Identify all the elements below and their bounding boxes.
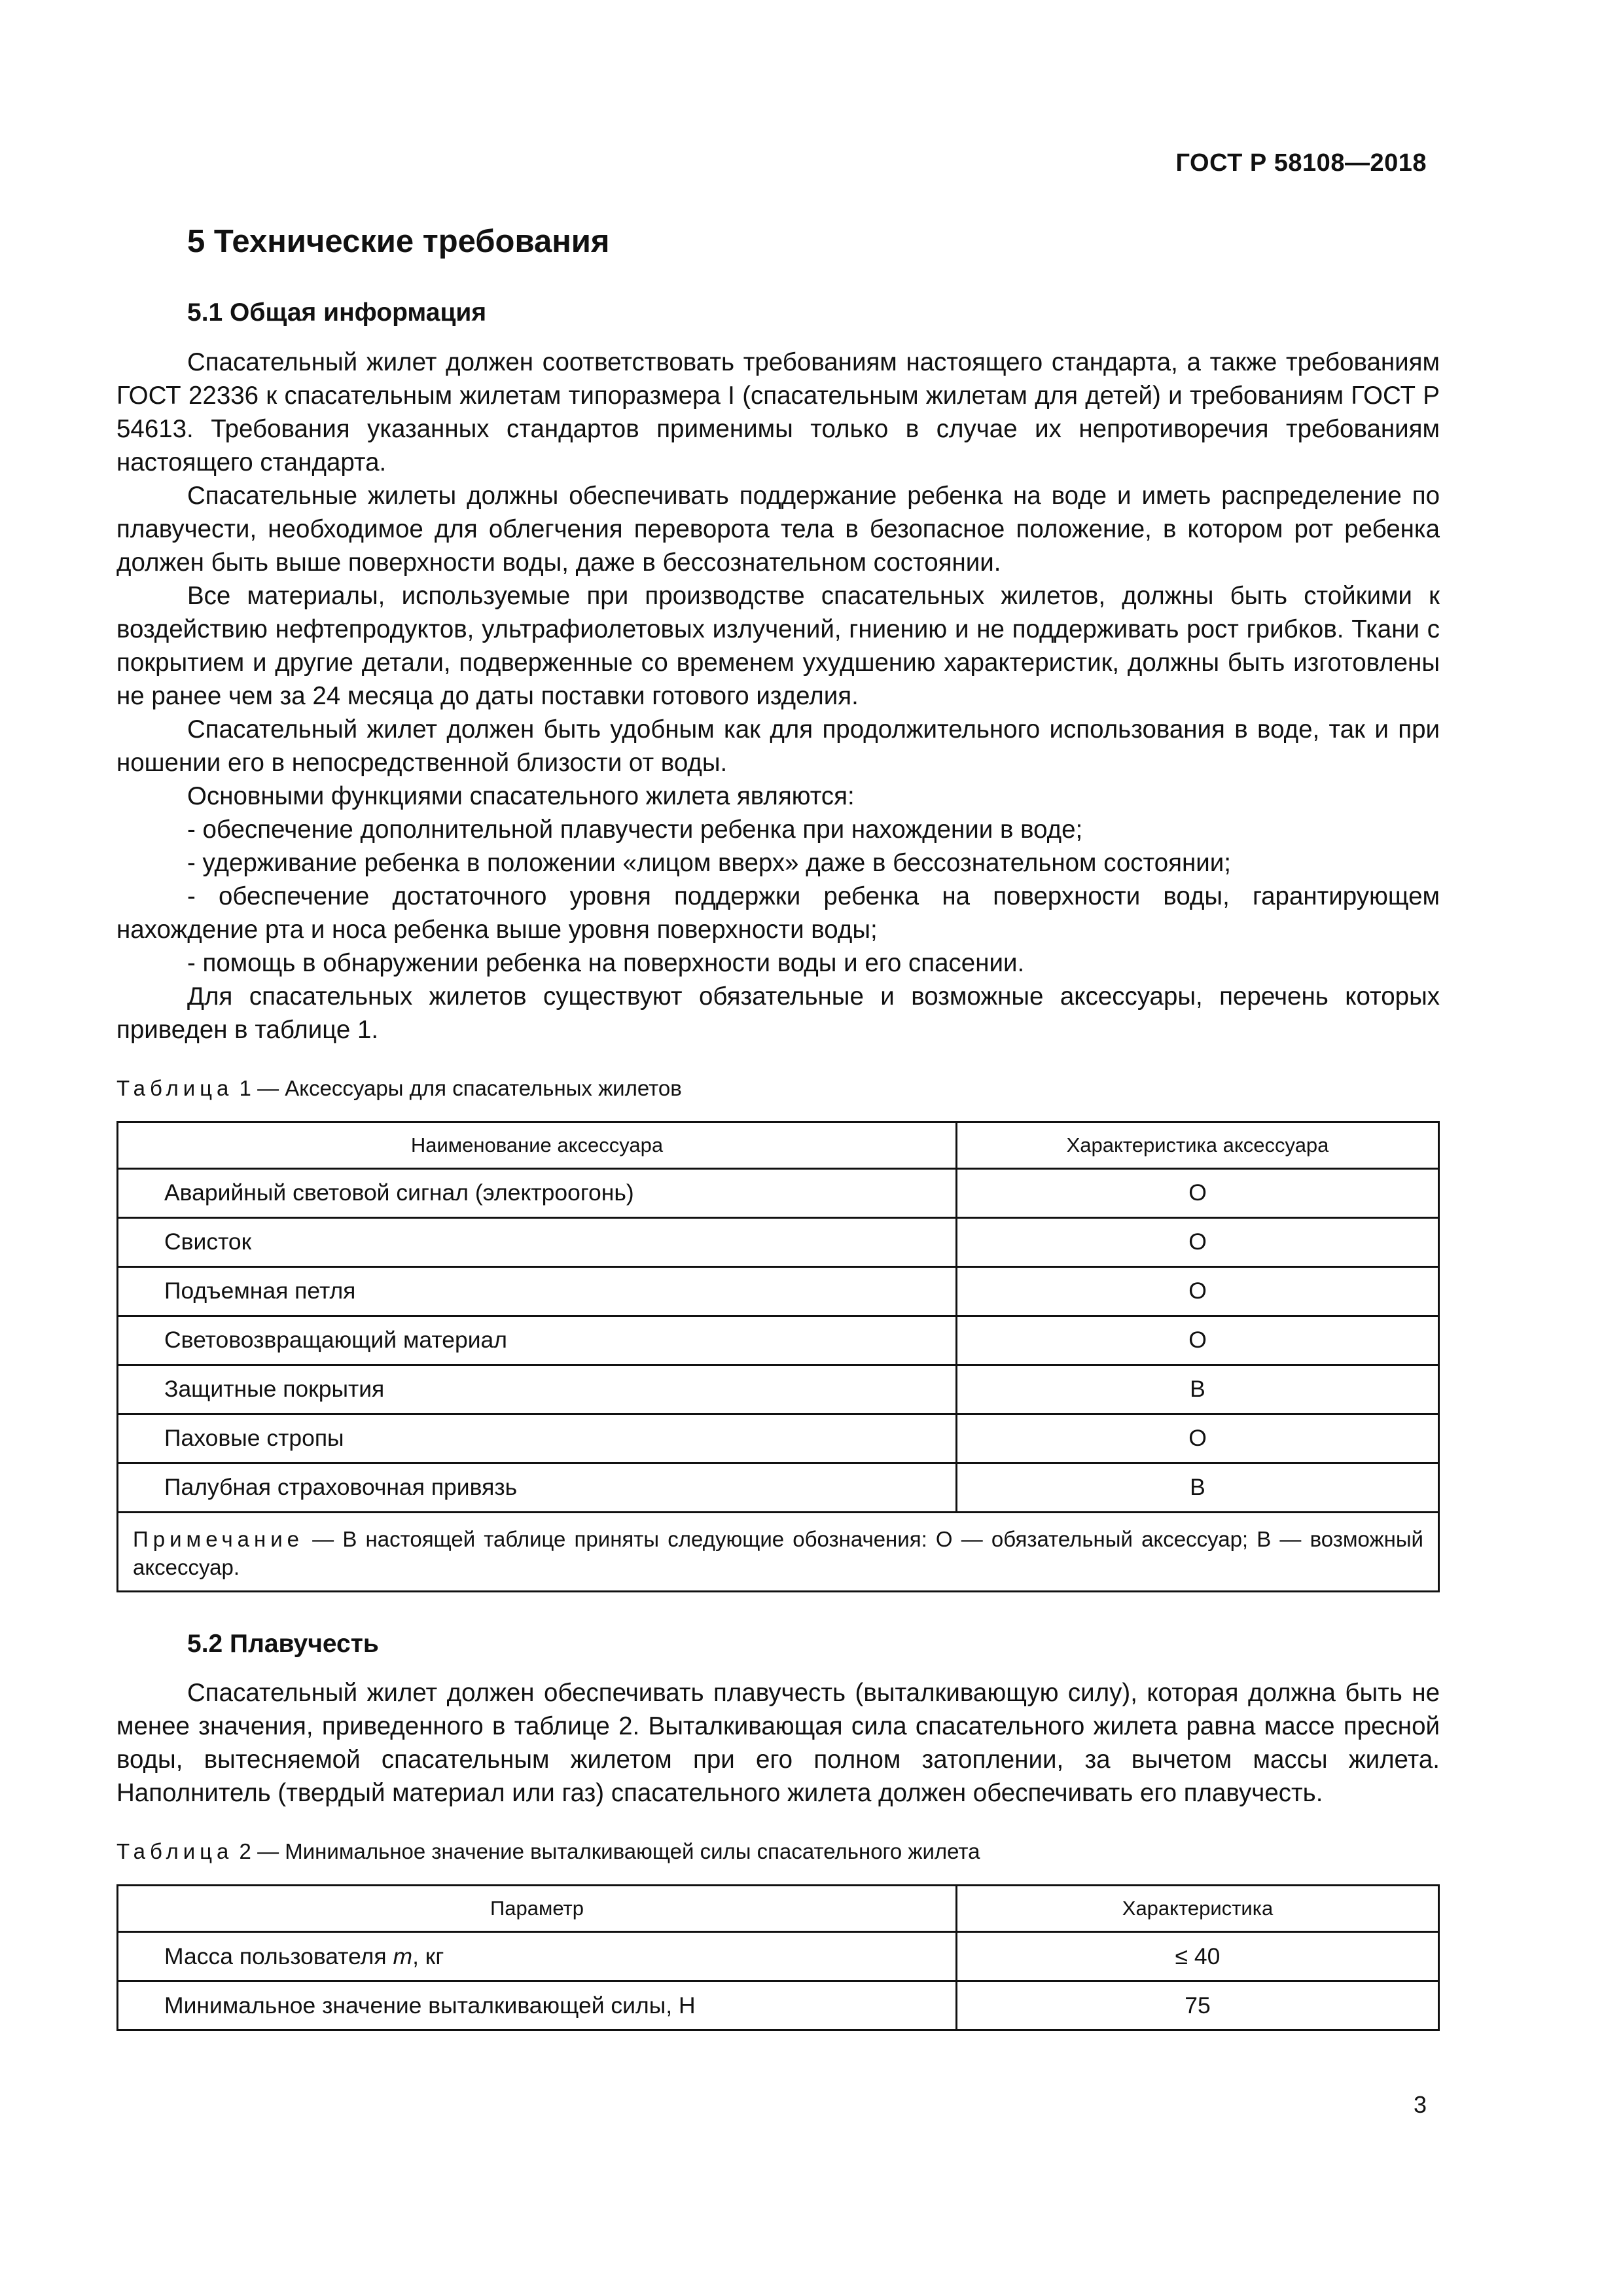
paragraph: Основными функциями спасательного жилета являются: (187, 781, 855, 810)
accessory-name: Паховые стропы (118, 1414, 957, 1463)
table-row (118, 1414, 1439, 1463)
list-item: - обеспечение дополнительной плавучести ребенка при нахождении в воде; (187, 815, 1083, 844)
accessory-characteristic: В (957, 1365, 1439, 1414)
table-header-row (118, 1886, 1439, 1932)
parameter-name (118, 1932, 957, 1981)
accessory-characteristic: О (957, 1414, 1439, 1463)
parameter-variable: m (393, 1943, 413, 1969)
parameter-value: ≤ 40 (957, 1932, 1439, 1981)
note-text: — В настоящей таблице приняты следующие обозначения: О — обязательный аксессуар; В — возможный аксессуар. (133, 1526, 1423, 1579)
accessory-name: Палубная страховочная привязь (118, 1463, 957, 1512)
table-caption-label: Таблица (116, 1839, 234, 1864)
table-caption-text: 1 — Аксессуары для спасательных жилетов (233, 1075, 682, 1100)
table-row (118, 1266, 1439, 1316)
accessory-name: Защитные покрытия (118, 1365, 957, 1414)
table-row (118, 1365, 1439, 1414)
table-note-row (118, 1512, 1439, 1591)
table-1-accessories (116, 1121, 1440, 1592)
parameter-name: Минимальное значение выталкивающей силы, Н (118, 1981, 957, 2030)
paragraph: Все материалы, используемые при производстве спасательных жилетов, должны быть стойкими к воздействию нефтепродуктов, ультрафиолетовых излучений, гниению и не поддерживать рост грибков. Ткани с покрытием и другие детали, подверженные со временем ухудшению характеристик, должны быть изготовлены не ранее чем за 24 месяца до даты поставки готового изделия. (116, 581, 1440, 710)
table-row (118, 1981, 1439, 2030)
accessory-name: Аварийный световой сигнал (электроогонь) (118, 1168, 957, 1217)
page-number: 3 (1413, 2091, 1427, 2118)
table-header-cell: Наименование аксессуара (118, 1122, 957, 1168)
table-note (118, 1512, 1439, 1591)
table-header-cell: Характеристика (957, 1886, 1439, 1932)
table-row (118, 1316, 1439, 1365)
table-2-caption (116, 1839, 1440, 1865)
paragraph: Для спасательных жилетов существуют обязательные и возможные аксессуары, перечень которых приведен в таблице 1. (116, 982, 1440, 1044)
list-item: - обеспечение достаточного уровня поддержки ребенка на поверхности воды, гарантирующем нахождение рта и носа ребенка выше уровня поверхности воды; (116, 882, 1440, 944)
accessory-characteristic: О (957, 1168, 1439, 1217)
table-header-cell: Параметр (118, 1886, 957, 1932)
subsection-title-buoyancy: 5.2 Плавучесть (187, 1629, 379, 1658)
paragraph: Спасательный жилет должен быть удобным как для продолжительного использования в воде, так и при ношении его в непосредственной близости от воды. (116, 715, 1440, 777)
table-2-buoyancy (116, 1884, 1440, 2031)
table-row (118, 1932, 1439, 1981)
table-header-cell: Характеристика аксессуара (957, 1122, 1439, 1168)
table-1-caption (116, 1075, 1440, 1102)
parameter-name-suffix: , кг (412, 1943, 444, 1969)
accessory-name: Свисток (118, 1217, 957, 1266)
section-title: 5 Технические требования (187, 224, 610, 259)
table-caption-label: Таблица (116, 1075, 234, 1100)
paragraph: Спасательные жилеты должны обеспечивать поддержание ребенка на воде и иметь распределение по плавучести, необходимое для облегчения переворота тела в безопасное положение, в котором рот ребенка должен быть выше поверхности воды, даже в бессознательном состоянии. (116, 481, 1440, 577)
accessory-characteristic: В (957, 1463, 1439, 1512)
accessory-name: Подъемная петля (118, 1266, 957, 1316)
parameter-value: 75 (957, 1981, 1439, 2030)
note-label: Примечание (133, 1526, 304, 1551)
table-row (118, 1217, 1439, 1266)
list-item: - помощь в обнаружении ребенка на поверхности воды и его спасении. (187, 948, 1025, 977)
accessory-characteristic: О (957, 1316, 1439, 1365)
paragraph: Спасательный жилет должен обеспечивать плавучесть (выталкивающую силу), которая должна быть не менее значения, приведенного в таблице 2. Выталкивающая сила спасательного жилета равна массе пресной воды, вытесняемой спасательным жилетом при его полном затоплении, за вычетом массы жилета. Наполнитель (твердый материал или газ) спасательного жилета должен обеспечивать его плавучесть. (116, 1679, 1440, 1808)
table-header-row (118, 1122, 1439, 1168)
list-item: - удерживание ребенка в положении «лицом вверх» даже в бессознательном состоянии; (187, 848, 1231, 877)
table-row (118, 1463, 1439, 1512)
accessory-characteristic: О (957, 1217, 1439, 1266)
document-code: ГОСТ Р 58108—2018 (1175, 149, 1427, 177)
parameter-name-prefix: Масса пользователя (164, 1943, 393, 1969)
paragraph: Спасательный жилет должен соответствовать требованиям настоящего стандарта, а также требованиям ГОСТ 22336 к спасательным жилетам типоразмера I (спасательным жилетам для детей) и требованиям ГОСТ Р 54613. Требования указанных стандартов применимы только в случае их непротиворечия требованиям настоящего стандарта. (116, 348, 1440, 476)
accessory-name: Световозвращающий материал (118, 1316, 957, 1365)
table-caption-text: 2 — Минимальное значение выталкивающей силы спасательного жилета (233, 1839, 980, 1864)
page-content (116, 223, 1440, 2031)
subsection-title-general: 5.1 Общая информация (187, 298, 487, 327)
accessory-characteristic: О (957, 1266, 1439, 1316)
table-row (118, 1168, 1439, 1217)
